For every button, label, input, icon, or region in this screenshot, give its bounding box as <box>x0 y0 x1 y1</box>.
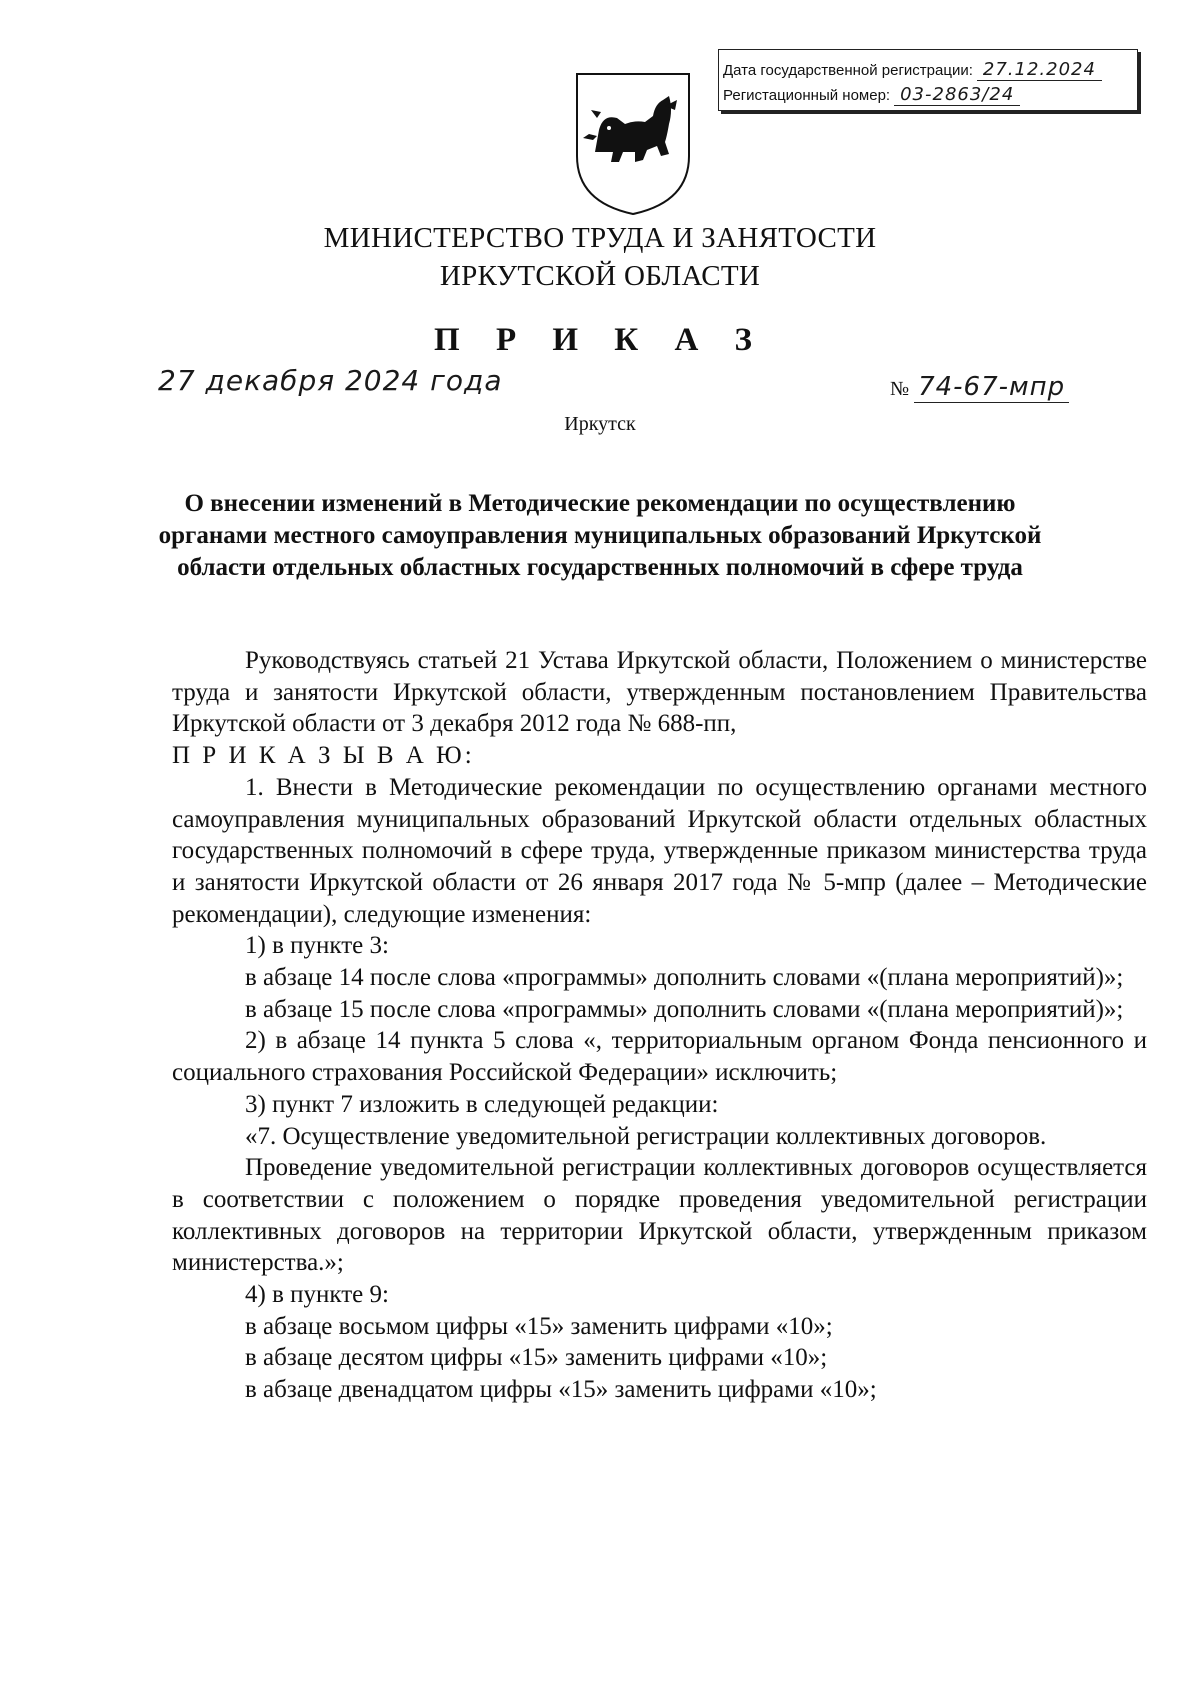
document-body <box>172 645 1147 1406</box>
subitem-4c-paragraph: в абзаце двенадцатом цифры «15» заменить цифрами «10»; <box>245 1376 877 1404</box>
prikazyvayu-line: П Р И К А З Ы В А Ю: <box>172 742 475 770</box>
subitem-1-paragraph: 1) в пункте 3: <box>245 932 389 960</box>
document-number-value: 74-67-мпр <box>914 372 1069 403</box>
ministry-name-line2: ИРКУТСКОЙ ОБЛАСТИ <box>439 260 761 292</box>
document-number <box>890 372 1069 403</box>
document-city: Иркутск <box>564 413 636 435</box>
subitem-4a-paragraph: в абзаце восьмом цифры «15» заменить цифрами «10»; <box>245 1312 833 1340</box>
registration-number-row <box>723 84 1020 106</box>
subitem-2-paragraph: 2) в абзаце 14 пункта 5 слова «, территориальным органом Фонда пенсионного и социального страхования Российской Федерации» исключить; <box>172 1027 1147 1087</box>
document-type-title: П Р И К А З <box>434 322 766 358</box>
document-date: 27 декабря 2024 года <box>158 364 503 397</box>
ministry-name-line1: МИНИСТЕРСТВО ТРУДА И ЗАНЯТОСТИ <box>323 222 877 254</box>
subitem-3-paragraph: 3) пункт 7 изложить в следующей редакции: <box>245 1090 719 1118</box>
registration-number-value: 03-2863/24 <box>894 84 1020 106</box>
registration-date-value: 27.12.2024 <box>977 59 1102 81</box>
subitem-3a-paragraph: «7. Осуществление уведомительной регистрации коллективных договоров. <box>245 1122 1047 1150</box>
subitem-4-paragraph: 4) в пункте 9: <box>245 1281 389 1309</box>
document-number-label: № <box>890 378 910 400</box>
irkutsk-coat-of-arms-icon <box>573 70 693 218</box>
subitem-4b-paragraph: в абзаце десятом цифры «15» заменить цифрами «10»; <box>245 1344 828 1372</box>
subitem-1b-paragraph: в абзаце 15 после слова «программы» дополнить словами «(плана мероприятий)»; <box>245 995 1124 1023</box>
document-heading: О внесении изменений в Методические рекомендации по осуществлению органами местного самоуправления муниципальных образований Иркутской области отдельных областных государственных полномочий в сфере труда <box>158 490 1042 581</box>
preamble-paragraph: Руководствуясь статьей 21 Устава Иркутской области, Положением о министерстве труда и занятости Иркутской области, утвержденным постановлением Правительства Иркутской области от 3 декабря 2012 года № 688-пп, <box>172 647 1147 738</box>
subitem-3b-paragraph: Проведение уведомительной регистрации коллективных договоров осуществляется в соответствии с положением о порядке проведения уведомительной регистрации коллективных договоров на территории Иркутской области, утвержденным приказом министерства.»; <box>172 1154 1147 1277</box>
registration-date-label: Дата государственной регистрации: <box>723 62 973 79</box>
subitem-1a-paragraph: в абзаце 14 после слова «программы» дополнить словами «(плана мероприятий)»; <box>245 964 1124 992</box>
registration-stamp <box>718 49 1138 111</box>
registration-number-label: Регистационный номер: <box>723 87 891 104</box>
registration-date-row <box>723 59 1102 81</box>
item-1-paragraph: 1. Внести в Методические рекомендации по осуществлению органами местного самоуправления муниципальных образований Иркутской области отдельных областных государственных полномочий в сфере труда, утвержденные приказом министерства труда и занятости Иркутской области от 26 января 2017 года № 5-мпр (далее – Методические рекомендации), следующие изменения: <box>172 773 1147 928</box>
